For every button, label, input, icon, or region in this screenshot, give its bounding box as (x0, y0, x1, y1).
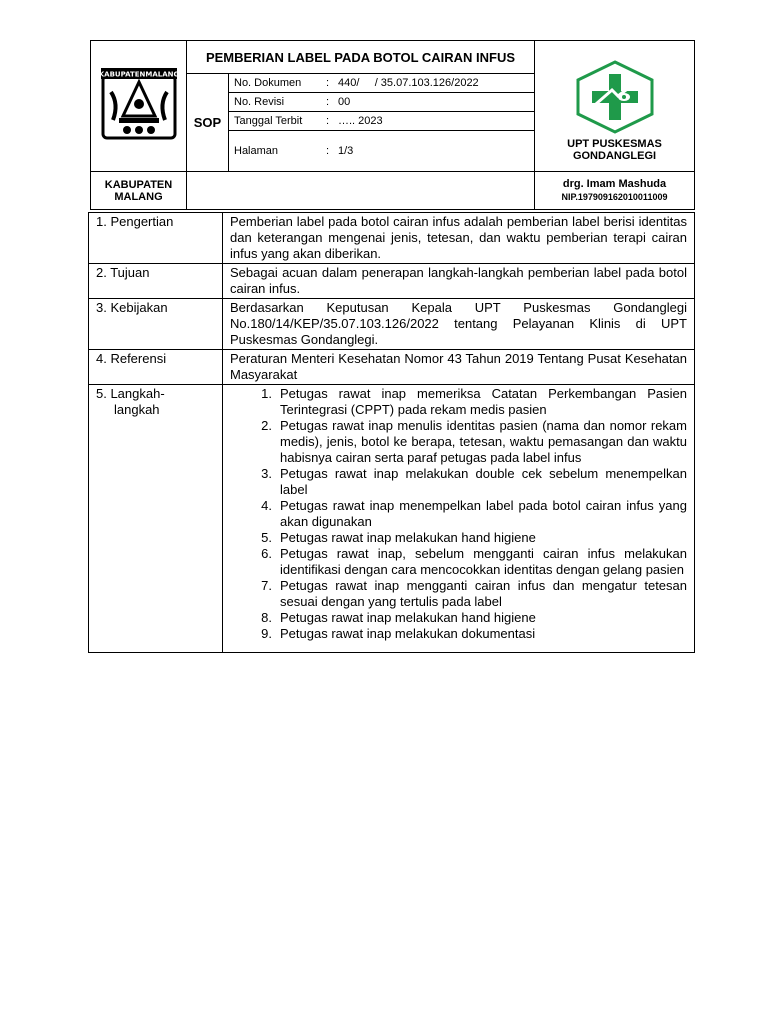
step-item (230, 498, 687, 530)
sop-label: SOP (187, 74, 229, 172)
meta-value: 1/3 (338, 145, 354, 157)
meta-value: 00 (338, 96, 351, 108)
meta-key: No. Revisi (234, 96, 285, 108)
section-row (89, 350, 695, 385)
puskesmas-logo-icon (572, 60, 658, 134)
step-text: Petugas rawat inap melakukan hand higiene (280, 610, 536, 625)
steps-label-line2: langkah (114, 402, 160, 417)
step-number: 1. (261, 386, 272, 401)
meta-key: Halaman (234, 145, 279, 157)
region-cell (91, 172, 187, 210)
empty-middle-cell (187, 172, 535, 210)
malang-regency-emblem-icon (99, 64, 179, 144)
step-item (230, 610, 687, 626)
steps-row (89, 385, 695, 653)
step-number: 2. (261, 418, 272, 433)
signer-name: drg. Imam Mashuda (562, 177, 667, 190)
emblem-banner-text: KABUPATENMALANG (98, 70, 179, 78)
section-label: 2. Tujuan (89, 264, 223, 299)
steps-cell (223, 385, 695, 653)
steps-label (89, 385, 223, 653)
meta-value: 440/ / 35.07.103.126/2022 (338, 77, 479, 89)
section-text: Berdasarkan Keputusan Kepala UPT Puskesmas Gondanglegi No.180/14/KEP/35.07.103.126/2022 tentang Pelayanan Klinis di UPT Puskesmas Gondanglegi. (223, 299, 695, 350)
section-text: Peraturan Menteri Kesehatan Nomor 43 Tahun 2019 Tentang Pusat Kesehatan Masyarakat (223, 350, 695, 385)
step-item (230, 546, 687, 578)
region-line2: MALANG (114, 190, 163, 203)
step-number: 4. (261, 498, 272, 513)
meta-row-issue-date: Tanggal Terbit : ….. 2023 (229, 112, 535, 131)
step-number: 9. (261, 626, 272, 641)
step-text: Petugas rawat inap memeriksa Catatan Perkembangan Pasien Terintegrasi (CPPT) pada rekam medis pasien (280, 386, 687, 417)
signer-cell (535, 172, 695, 210)
meta-row-page: Halaman : 1/3 (229, 131, 535, 172)
step-text: Petugas rawat inap menempelkan label pada botol cairan infus yang akan digunakan (280, 498, 687, 529)
step-text: Petugas rawat inap menulis identitas pasien (nama dan nomor rekam medis), jenis, botol ke berapa, tetesan, waktu pemasangan dan waktu habisnya cairan serta paraf petugas pada label infus (280, 418, 687, 465)
document-title: PEMBERIAN LABEL PADA BOTOL CAIRAN INFUS (187, 41, 535, 74)
step-item (230, 386, 687, 418)
section-label: 4. Referensi (89, 350, 223, 385)
sop-content-table (88, 212, 695, 653)
steps-label-line1: 5. Langkah- (96, 386, 165, 401)
meta-key: Tanggal Terbit (234, 115, 303, 127)
section-row (89, 264, 695, 299)
step-item (230, 466, 687, 498)
step-item (230, 578, 687, 610)
step-number: 5. (261, 530, 272, 545)
step-text: Petugas rawat inap melakukan double cek sebelum menempelkan label (280, 466, 687, 497)
regency-logo-cell (91, 41, 187, 172)
step-number: 8. (261, 610, 272, 625)
section-row (89, 299, 695, 350)
section-label: 3. Kebijakan (89, 299, 223, 350)
step-item (230, 418, 687, 466)
meta-value: ….. 2023 (338, 115, 383, 127)
puskesmas-logo-cell (535, 41, 695, 172)
step-number: 3. (261, 466, 272, 481)
step-number: 6. (261, 546, 272, 561)
step-item (230, 530, 687, 546)
section-label: 1. Pengertian (89, 213, 223, 264)
meta-key: No. Dokumen (234, 77, 302, 89)
region-line1: KABUPATEN (104, 178, 173, 191)
step-item (230, 626, 687, 642)
meta-row-revision: No. Revisi : 00 (229, 93, 535, 112)
step-text: Petugas rawat inap, sebelum mengganti cairan infus melakukan identifikasi dengan cara mencocokkan identitas dengan gelang pasien (280, 546, 687, 577)
signer-nip: NIP.197909162010011009 (561, 191, 668, 202)
sop-header-table (90, 40, 695, 210)
step-text: Petugas rawat inap mengganti cairan infus dan mengatur tetesan sesuai dengan yang tertulis pada label (280, 578, 687, 609)
section-text: Pemberian label pada botol cairan infus adalah pemberian label berisi identitas dan keterangan mengenai jenis, tetesan, dan waktu pemberian terapi cairan infus yang akan diberikan. (223, 213, 695, 264)
section-text: Sebagai acuan dalam penerapan langkah-langkah pemberian label pada botol cairan infus. (223, 264, 695, 299)
org-name-line1: UPT PUSKESMAS (567, 138, 662, 150)
step-text: Petugas rawat inap melakukan hand higiene (280, 530, 536, 545)
steps-list (230, 386, 687, 642)
org-name-line2: GONDANGLEGI (572, 150, 657, 162)
section-row (89, 213, 695, 264)
step-text: Petugas rawat inap melakukan dokumentasi (280, 626, 536, 641)
step-number: 7. (261, 578, 272, 593)
meta-row-document-number: No. Dokumen : 440/ / 35.07.103.126/2022 (229, 74, 535, 93)
